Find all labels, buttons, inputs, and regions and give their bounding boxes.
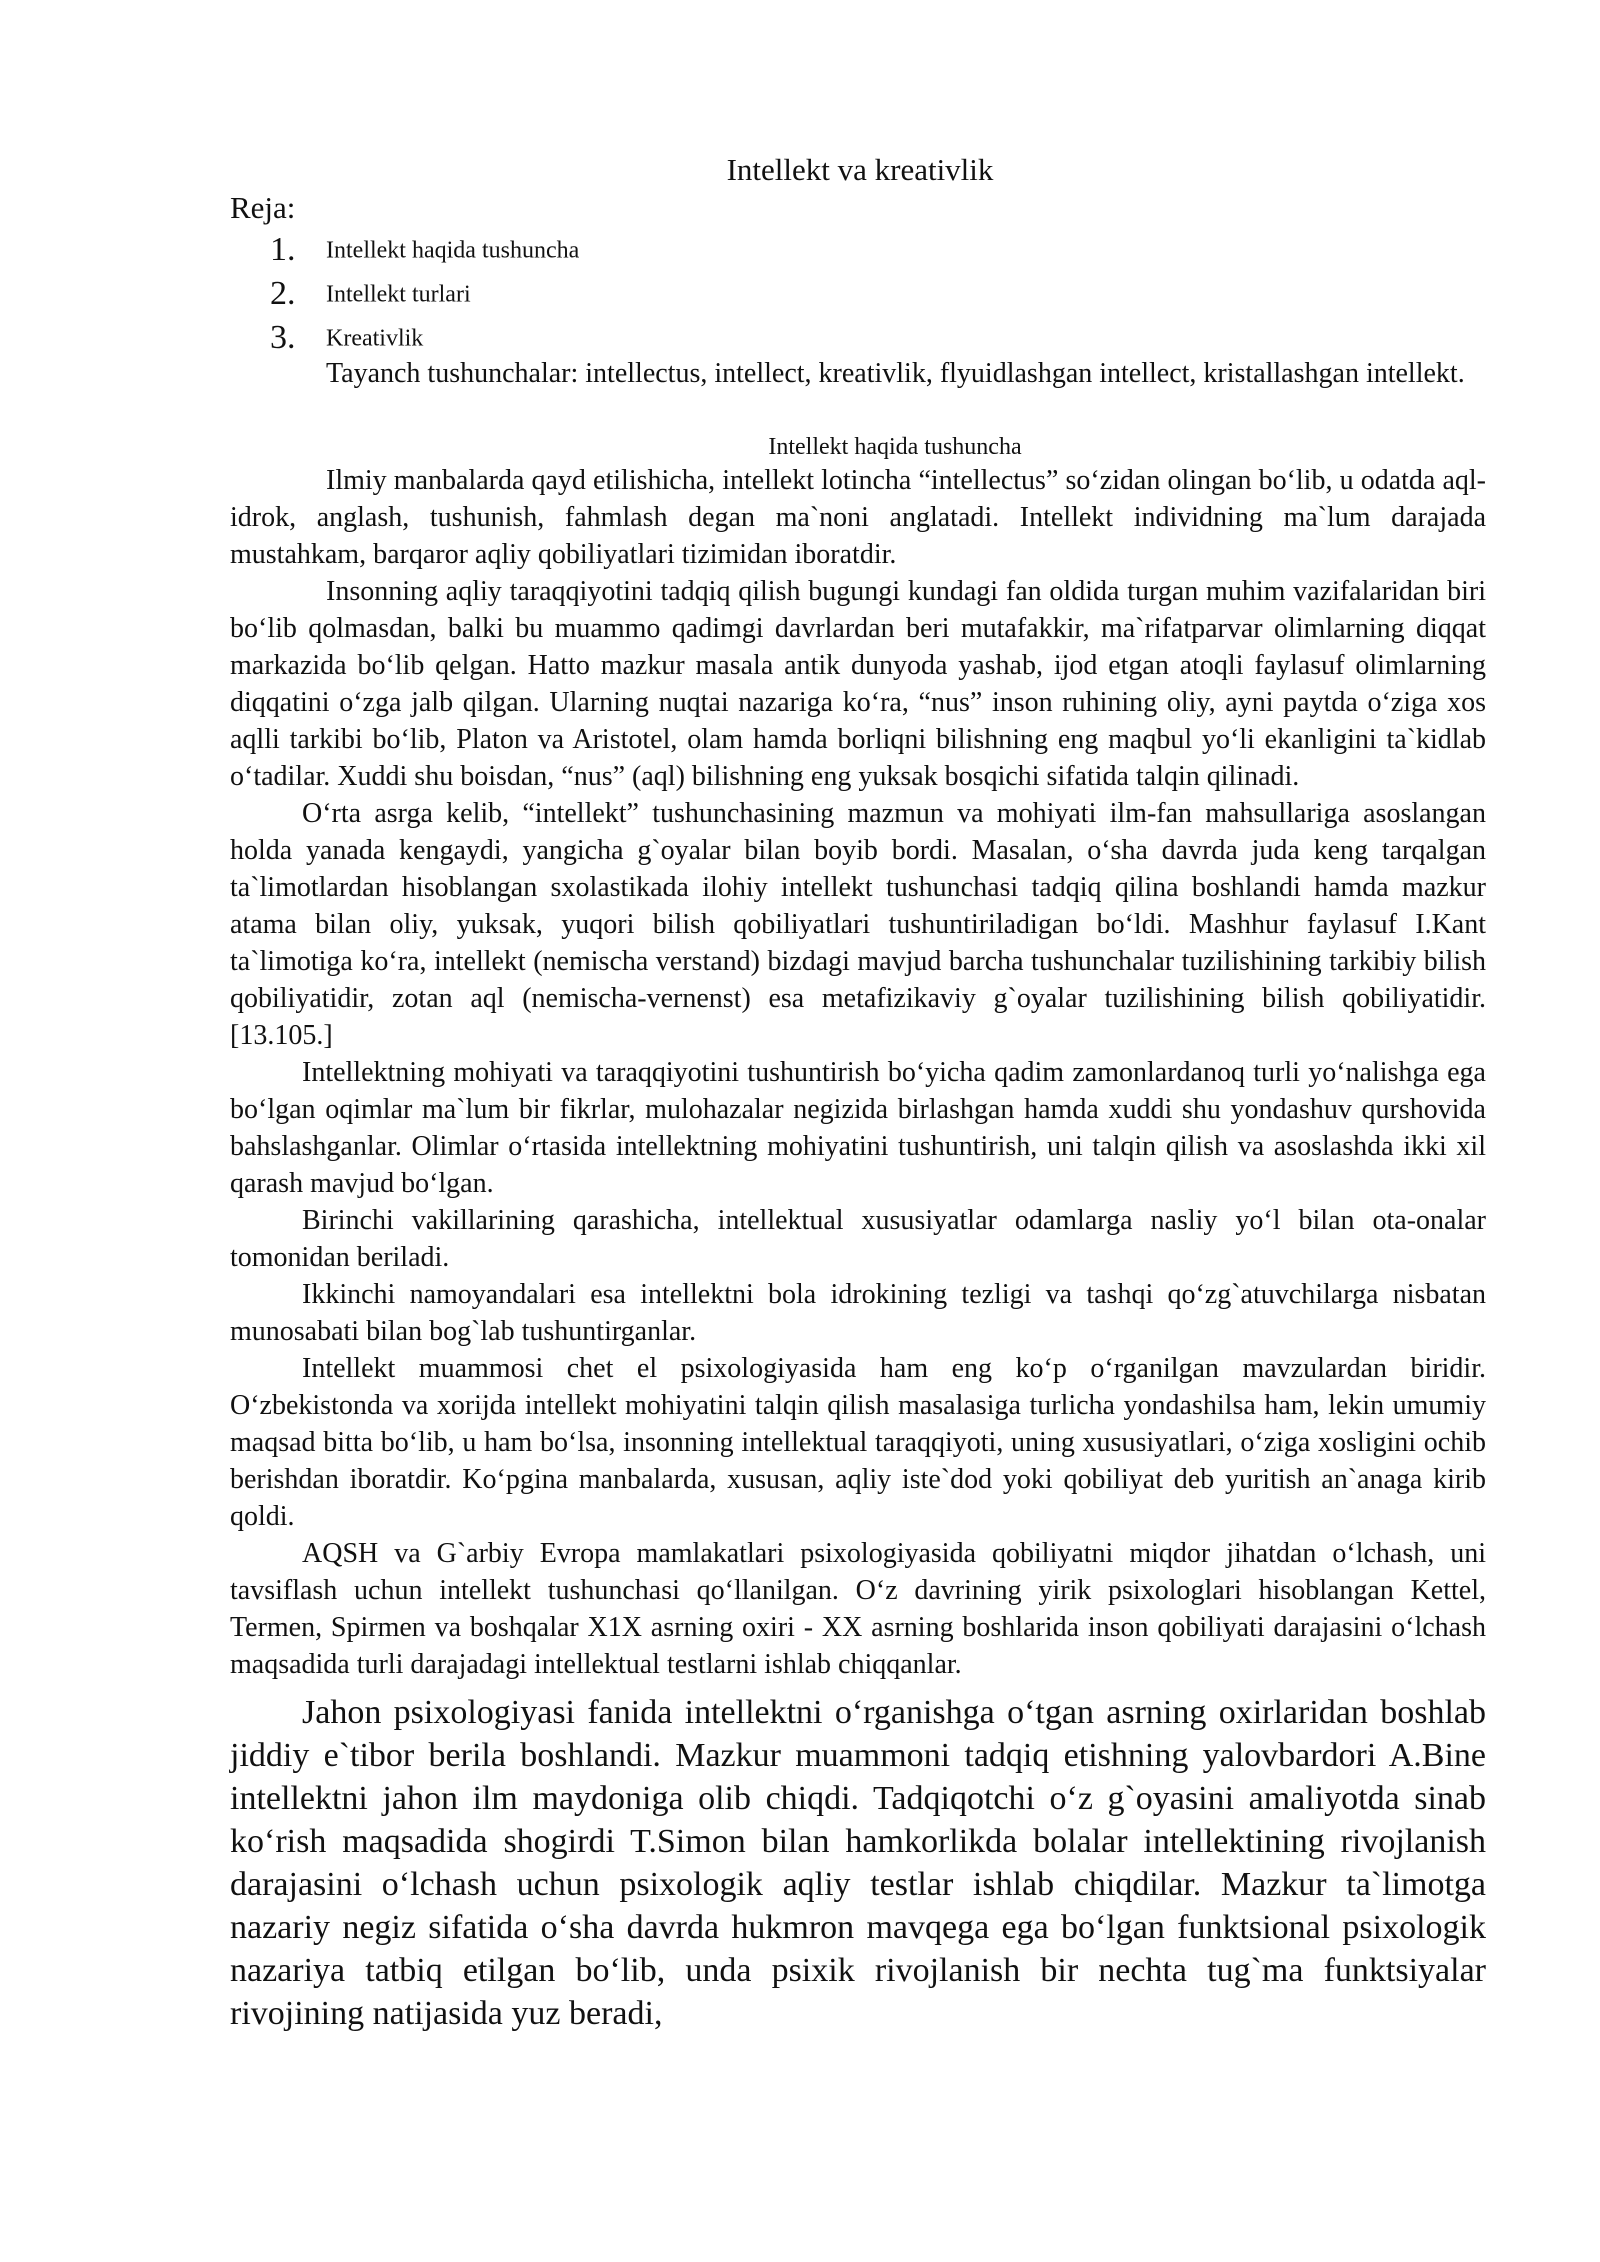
- paragraph: Insonning aqliy taraqqiyotini tadqiq qilish bugungi kundagi fan oldida turgan muhim vazifalaridan biri bo‘lib qolmasdan, balki bu muammo qadimgi davrlardan beri mutafakkir, ma`rifatparvar olimlarning diqqat markazida bo‘lib qelgan. Hatto mazkur masala antik dunyoda yashab, ijod etgan atoqli faylasuf olimlarning diqqatini o‘zga jalb qilgan. Ularning nuqtai nazariga ko‘ra, “nus” inson ruhining oliy, ayni paytda o‘ziga xos aqlli tarkibi bo‘lib, Platon va Aristotel, olam hamda borliqni bilishning eng maqbul yo‘li ekanligini ta`kidlab o‘tadilar. Xuddi shu boisdan, “nus” (aql) bilishning eng yuksak bosqichi sifatida talqin qilinadi.: [230, 576, 1486, 792]
- plan-list: [270, 228, 579, 360]
- plan-item-number: 1.: [270, 231, 296, 269]
- plan-item-text: Kreativlik: [326, 325, 424, 352]
- body-text: [230, 462, 1486, 2035]
- section-title: Intellekt haqida tushuncha: [768, 434, 1022, 460]
- plan-item-text: Intellekt haqida tushuncha: [326, 237, 580, 264]
- plan-item: [270, 316, 579, 360]
- paragraph: Jahon psixologiyasi fanida intellektni o‘rganishga o‘tgan asrning oxirlaridan boshlab jiddiy e`tibor berila boshlandi. Mazkur muammoni tadqiq etishning yalovbardori A.Bine intellektni jahon ilm maydoniga olib chiqdi. Tadqiqotchi o‘z g`oyasini amaliyotda sinab ko‘rish maqsadida shogirdi T.Simon bilan hamkorlikda bolalar intellektining rivojlanish darajasini o‘lchash uchun psixologik aqliy testlar ishlab chiqdilar. Mazkur ta`limotga nazariy negiz sifatida o‘sha davrda hukmron mavqega ega bo‘lgan funktsional psixologik nazariya tatbiq etilgan bo‘lib, unda psixik rivojlanish bir nechta tug`ma funktsiyalar rivojining natijasida yuz beradi,: [230, 1694, 1486, 2032]
- paragraph: O‘rta asrga kelib, “intellekt” tushunchasining mazmun va mohiyati ilm-fan mahsullariga asoslangan holda yanada kengaydi, yangicha g`oyalar bilan boyib bordi. Masalan, o‘sha davrda juda keng tarqalgan ta`limotlardan hisoblangan sxolastikada ilohiy intellekt tushunchasi tadqiq qilina boshlandi hamda mazkur atama bilan oliy, yuksak, yuqori bilish qobiliyatlari tushuntiriladigan bo‘ldi. Mashhur faylasuf I.Kant ta`limotiga ko‘ra, intellekt (nemischa verstand) bizdagi mavjud barcha tushunchalar tuzilishining tarkibiy bilish qobiliyatidir, zotan aql (nemischa-vernenst) esa metafizikaviy g`oyalar tuzilishining bilish qobiliyatidir.[13.105.]: [230, 798, 1486, 1051]
- plan-item-number: 2.: [270, 275, 296, 313]
- paragraph: Birinchi vakillarining qarashicha, intellektual xususiyatlar odamlarga nasliy yo‘l bilan ota-onalar tomonidan beriladi.: [230, 1205, 1486, 1273]
- document-title: Intellekt va kreativlik: [726, 152, 994, 187]
- paragraph: AQSH va G`arbiy Evropa mamlakatlari psixologiyasida qobiliyatni miqdor jihatdan o‘lchash, uni tavsiflash uchun intellekt tushunchasi qo‘llanilgan. O‘z davrining yirik psixologlari hisoblangan Kettel, Termen, Spirmen va boshqalar X1X asrning oxiri - XX asrning boshlarida inson qobiliyati darajasini o‘lchash maqsadida turli darajadagi intellektual testlarni ishlab chiqqanlar.: [230, 1538, 1486, 1680]
- plan-item: [270, 272, 579, 316]
- plan-item: [270, 228, 579, 272]
- plan-item-number: 3.: [270, 319, 296, 357]
- plan-item-text: Intellekt turlari: [326, 281, 471, 308]
- paragraph: Ikkinchi namoyandalari esa intellektni bola idrokining tezligi va tashqi qo‘zg`atuvchilarga nisbatan munosabati bilan bog`lab tushuntirganlar.: [230, 1279, 1486, 1347]
- paragraph: Ilmiy manbalarda qayd etilishicha, intellekt lotincha “intellectus” so‘zidan olingan bo‘lib, u odatda aql-idrok, anglash, tushunish, fahmlash degan ma`noni anglatadi. Intellekt individning ma`lum darajada mustahkam, barqaror aqliy qobiliyatlari tizimidan iboratdir.: [230, 465, 1486, 570]
- keywords-paragraph: Tayanch tushunchalar: intellectus, intellect, kreativlik, flyuidlashgan intellect, kristallashgan intellekt.: [326, 358, 1465, 389]
- plan-heading: Reja:: [230, 190, 296, 225]
- paragraph: Intellekt muammosi chet el psixologiyasida ham eng ko‘p o‘rganilgan mavzulardan biridir. O‘zbekistonda va xorijda intellekt mohiyatini talqin qilish masalasiga turlicha yondashilsa ham, lekin umumiy maqsad bitta bo‘lib, u ham bo‘lsa, insonning intellektual taraqqiyoti, uning xususiyatlari, o‘ziga xosligini ochib berishdan iboratdir. Ko‘pgina manbalarda, xususan, aqliy iste`dod yoki qobiliyat deb yuritish an`anaga kirib qoldi.: [230, 1353, 1486, 1532]
- paragraph: Intellektning mohiyati va taraqqiyotini tushuntirish bo‘yicha qadim zamonlardanoq turli yo‘nalishga ega bo‘lgan oqimlar ma`lum bir fikrlar, mulohazalar negizida birlashgan hamda xuddi shu yondashuv qurshovida bahslashganlar. Olimlar o‘rtasida intellektning mohiyatini tushuntirish, uni talqin qilish va asoslashda ikki xil qarash mavjud bo‘lgan.: [230, 1057, 1486, 1199]
